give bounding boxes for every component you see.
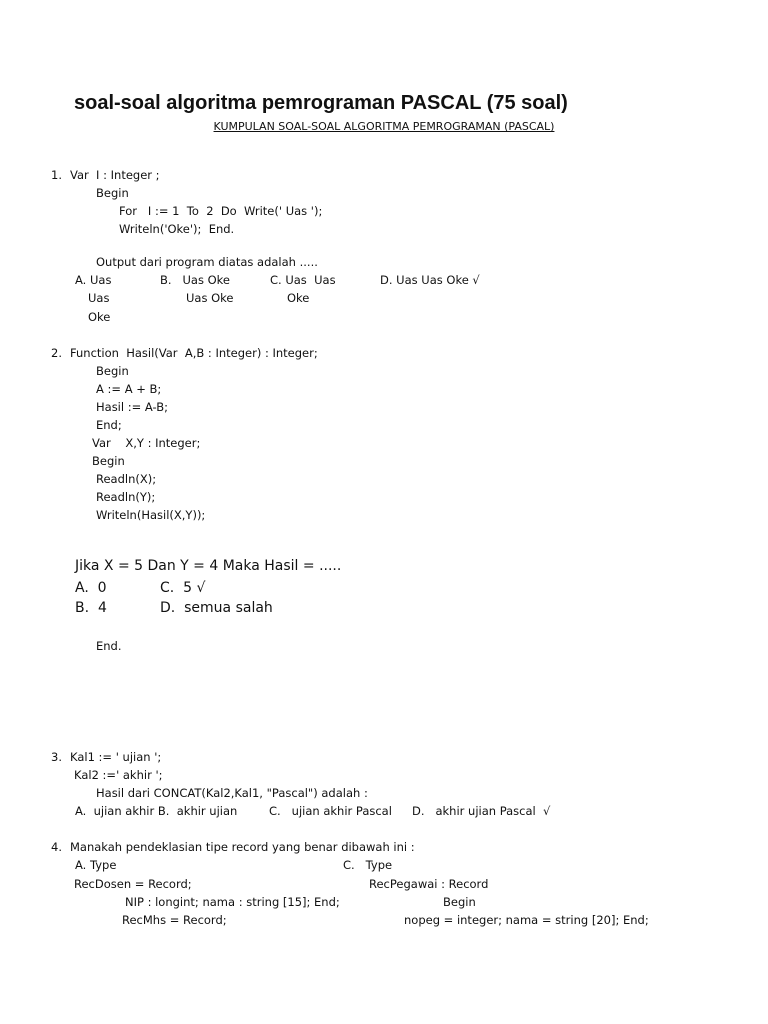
- q2-option-d: D. semua salah: [160, 600, 273, 616]
- q1-option-a-line3: Oke: [88, 310, 111, 324]
- q2-option-c: C. 5 √: [160, 580, 206, 596]
- q2-number: 2.: [51, 346, 62, 360]
- q3-option-d: D. akhir ujian Pascal √: [412, 804, 551, 818]
- q4-option-a-line: RecDosen = Record;: [74, 877, 192, 891]
- q4-question: Manakah pendeklasian tipe record yang benar dibawah ini :: [70, 840, 415, 854]
- q1-number: 1.: [51, 168, 62, 182]
- q2-code-line: Var X,Y : Integer;: [92, 436, 201, 450]
- q4-option-c-line: nopeg = integer; nama = string [20]; End;: [404, 913, 649, 927]
- q3-line: Kal1 := ' ujian ';: [70, 750, 162, 764]
- q2-code-line: End;: [96, 418, 122, 432]
- q1-option-b: B. Uas Oke: [160, 273, 230, 287]
- page-subtitle: KUMPULAN SOAL-SOAL ALGORITMA PEMROGRAMAN (PASCAL): [213, 120, 555, 133]
- q4-number: 4.: [51, 840, 62, 854]
- q2-option-a: A. 0: [75, 580, 107, 596]
- q4-option-a-label: A. Type: [75, 858, 117, 872]
- q3-option-c: C. ujian akhir Pascal: [269, 804, 392, 818]
- q2-header: Function Hasil(Var A,B : Integer) : Integer;: [70, 346, 318, 360]
- q3-option-ab: A. ujian akhir B. akhir ujian: [75, 804, 238, 818]
- q3-question: Hasil dari CONCAT(Kal2,Kal1, "Pascal") adalah :: [96, 786, 368, 800]
- q2-code-line: Begin: [96, 364, 129, 378]
- q2-code-line: Hasil := A-B;: [96, 400, 169, 414]
- q4-option-c-line: RecPegawai : Record: [369, 877, 489, 891]
- q4-option-a-line: NIP : longint; nama : string [15]; End;: [125, 895, 340, 909]
- q1-option-b-line2: Uas Oke: [186, 291, 234, 305]
- q1-code-line: Var I : Integer ;: [70, 168, 160, 182]
- q2-code-line: Readln(X);: [96, 472, 157, 486]
- q2-code-line: Writeln(Hasil(X,Y));: [96, 508, 206, 522]
- q4-option-c-label: C. Type: [343, 858, 393, 872]
- q4-option-c-line: Begin: [443, 895, 476, 909]
- q2-option-b: B. 4: [75, 600, 107, 616]
- q4-option-a-line: RecMhs = Record;: [122, 913, 227, 927]
- q2-end: End.: [96, 639, 122, 653]
- q2-code-line: Readln(Y);: [96, 490, 156, 504]
- q1-option-a: A. Uas: [75, 273, 112, 287]
- q1-option-c-line2: Oke: [287, 291, 310, 305]
- q3-line: Kal2 :=' akhir ';: [74, 768, 163, 782]
- q1-question: Output dari program diatas adalah .....: [96, 255, 318, 269]
- q1-code-line: Begin: [96, 186, 129, 200]
- q3-number: 3.: [51, 750, 62, 764]
- q1-option-d: D. Uas Uas Oke √: [380, 273, 480, 287]
- q2-code-line: A := A + B;: [96, 382, 162, 396]
- q2-question: Jika X = 5 Dan Y = 4 Maka Hasil = .....: [75, 558, 342, 574]
- q1-option-a-line2: Uas: [88, 291, 110, 305]
- page-title: soal-soal algoritma pemrograman PASCAL (75 soal): [74, 92, 568, 114]
- q1-code-line: For I := 1 To 2 Do Write(' Uas ');: [119, 204, 323, 218]
- q1-option-c: C. Uas Uas: [270, 273, 336, 287]
- q1-code-line: Writeln('Oke'); End.: [119, 222, 235, 236]
- q2-code-line: Begin: [92, 454, 125, 468]
